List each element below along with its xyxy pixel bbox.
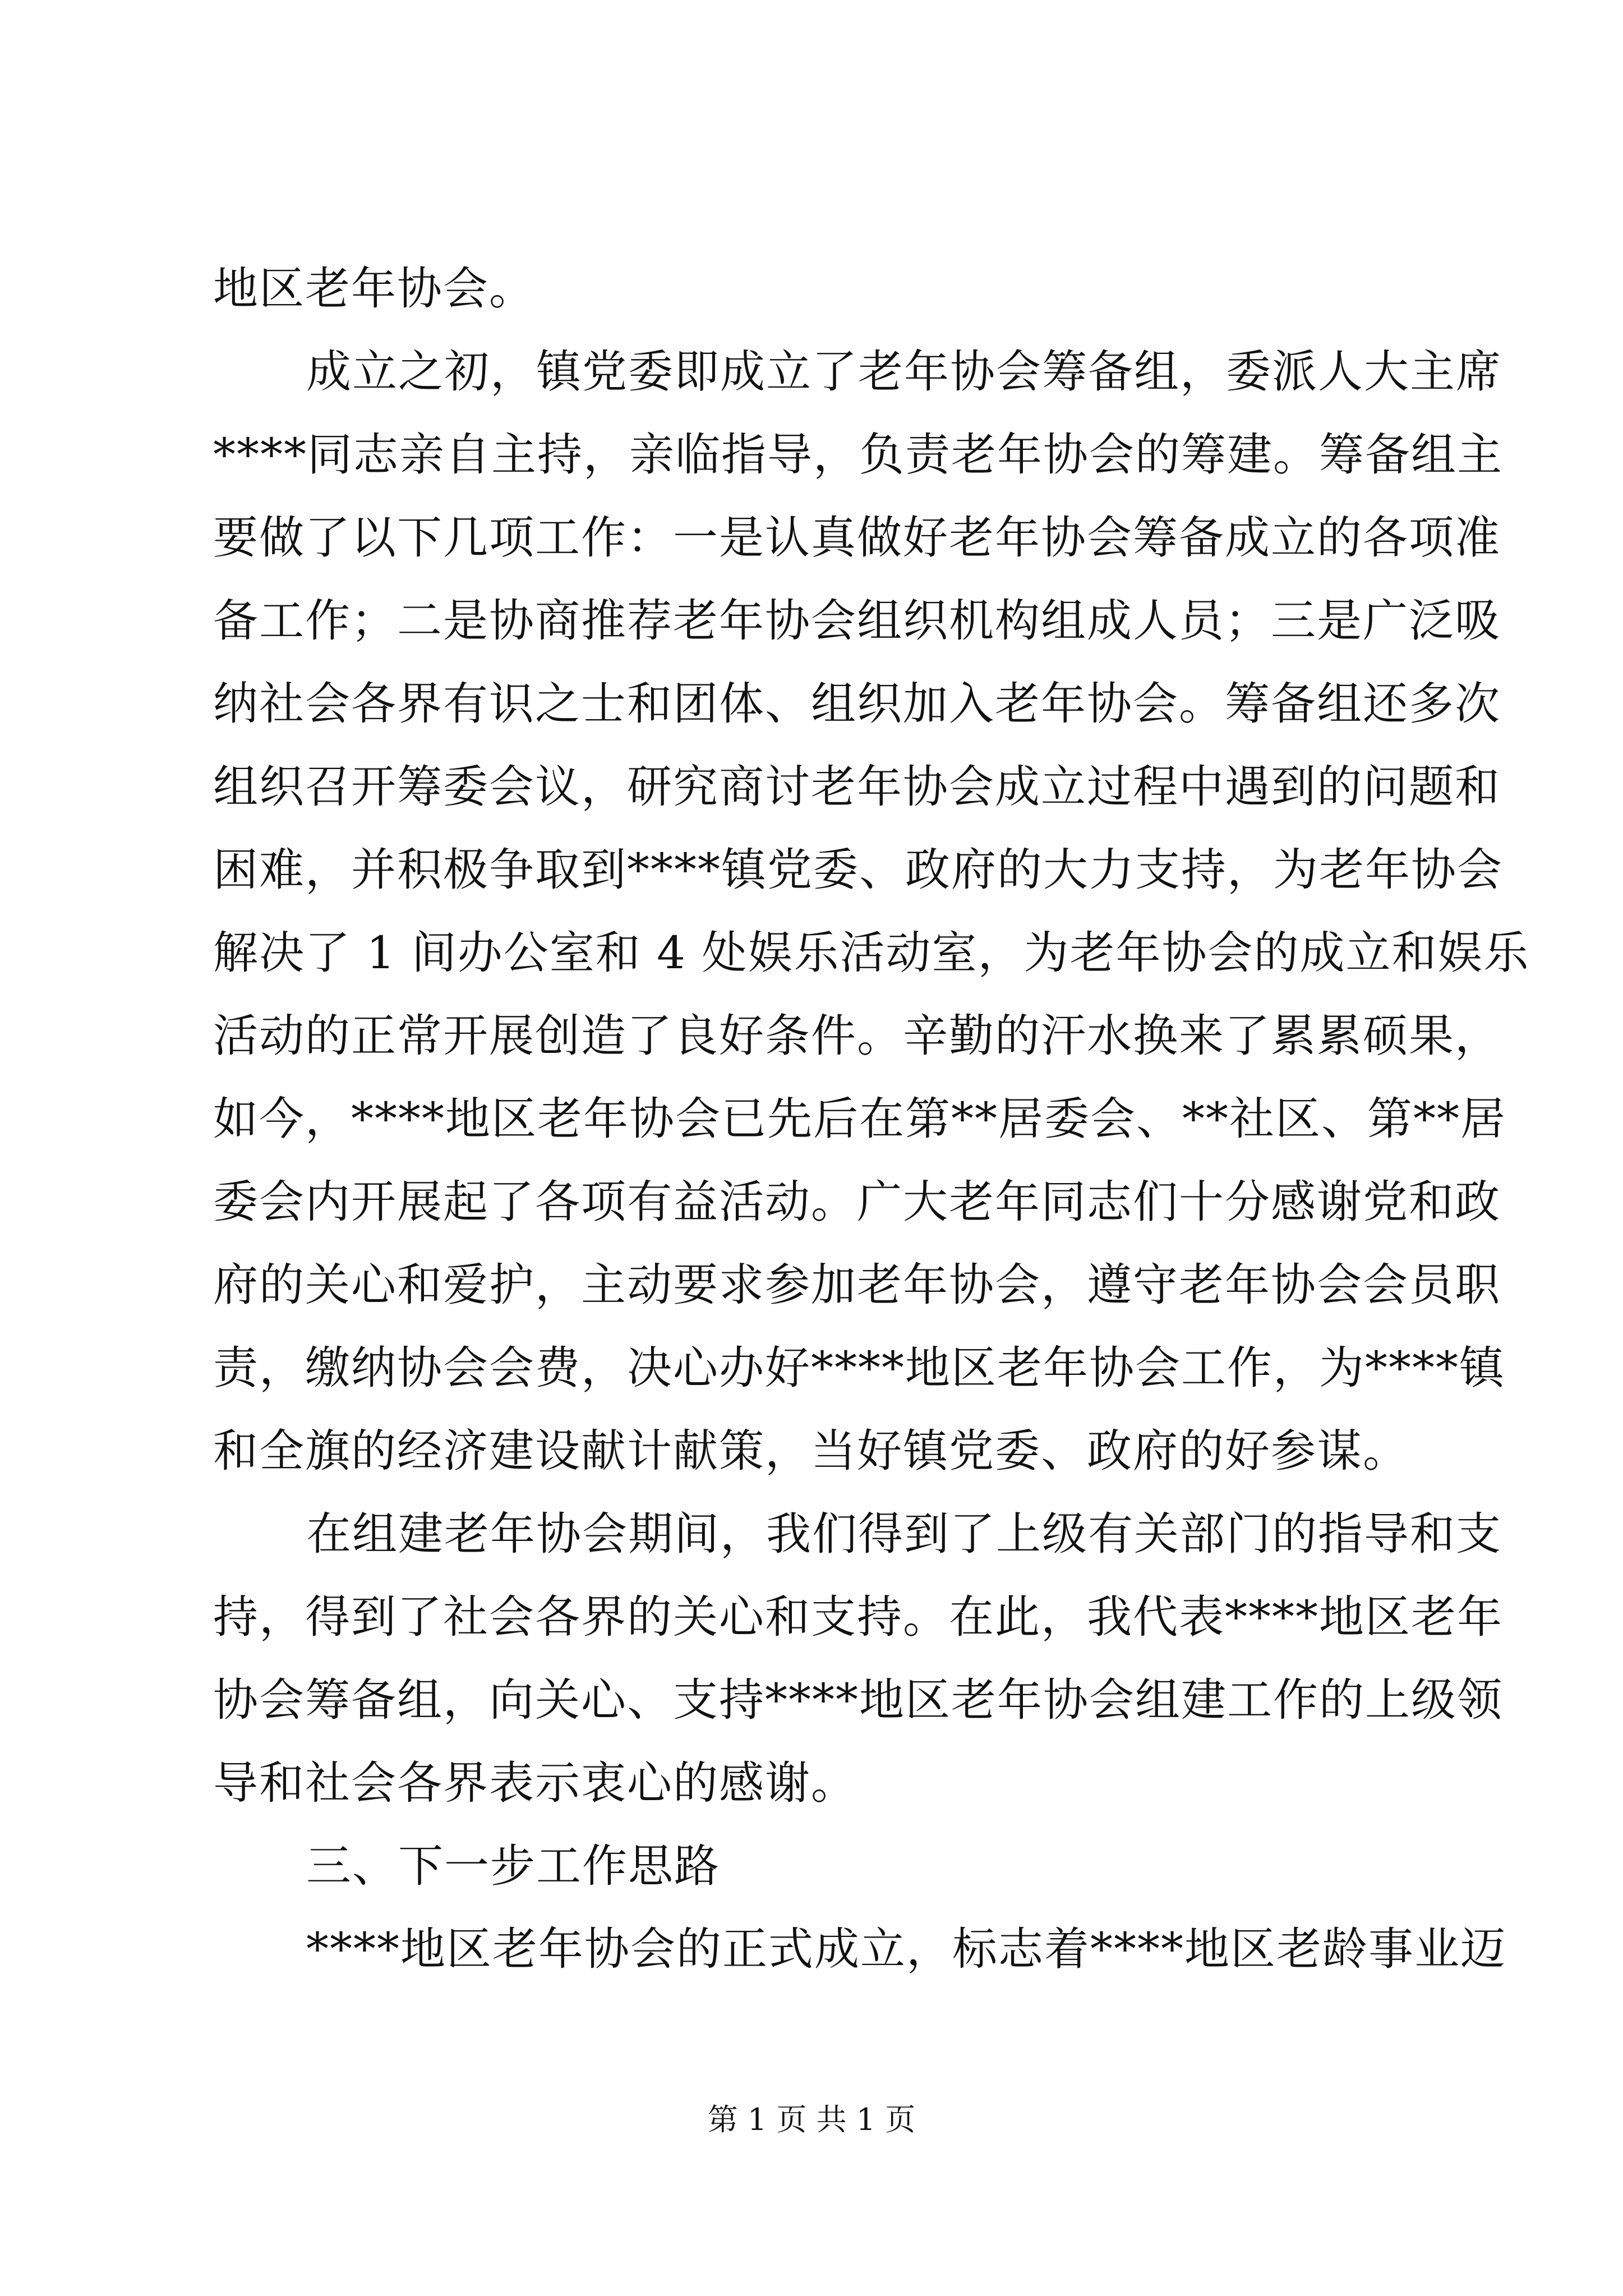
text-line: 成立之初，镇党委即成立了老年协会筹备组，委派人大主席	[306, 346, 1502, 398]
text-line: 活动的正常开展创造了良好条件。辛勤的汗水换来了累累硕果，	[213, 1010, 1501, 1062]
text-line: 和全旗的经济建设献计献策，当好镇党委、政府的好参谋。	[213, 1425, 1409, 1477]
text-line: 困难，并积极争取到****镇党委、政府的大力支持，为老年协会	[213, 844, 1503, 896]
text-line: 地区老年协会。	[213, 263, 535, 315]
text-line: 纳社会各界有识之士和团体、组织加入老年协会。筹备组还多次	[213, 678, 1501, 730]
text-line: 导和社会各界表示衷心的感谢。	[213, 1757, 857, 1809]
text-line: 如今，****地区老年协会已先后在第**居委会、**社区、第**居	[213, 1093, 1506, 1145]
text-line: 备工作；二是协商推荐老年协会组织机构组成人员；三是广泛吸	[213, 595, 1501, 647]
text-line: ****地区老年协会的正式成立，标志着****地区老龄事业迈	[306, 1923, 1506, 1975]
text-line: 在组建老年协会期间，我们得到了上级有关部门的指导和支	[306, 1508, 1502, 1560]
text-line: 解决了 1 间办公室和 4 处娱乐活动室，为老年协会的成立和娱乐	[213, 927, 1530, 979]
text-line: 协会筹备组，向关心、支持****地区老年协会组建工作的上级领	[213, 1674, 1503, 1726]
section-heading: 三、下一步工作思路	[306, 1840, 720, 1892]
text-line: 要做了以下几项工作：一是认真做好老年协会筹备成立的各项准	[213, 512, 1501, 564]
text-line: 委会内开展起了各项有益活动。广大老年同志们十分感谢党和政	[213, 1176, 1501, 1228]
text-line: 府的关心和爱护，主动要求参加老年协会，遵守老年协会会员职	[213, 1259, 1501, 1311]
text-line: 组织召开筹委会议，研究商讨老年协会成立过程中遇到的问题和	[213, 761, 1501, 813]
text-line: 责，缴纳协会会费，决心办好****地区老年协会工作，为****镇	[213, 1342, 1505, 1394]
page-number-footer: 第 1 页 共 1 页	[707, 2102, 916, 2137]
text-line: 持，得到了社会各界的关心和支持。在此，我代表****地区老年	[213, 1591, 1503, 1643]
text-line: ****同志亲自主持，亲临指导，负责老年协会的筹建。筹备组主	[213, 429, 1503, 481]
